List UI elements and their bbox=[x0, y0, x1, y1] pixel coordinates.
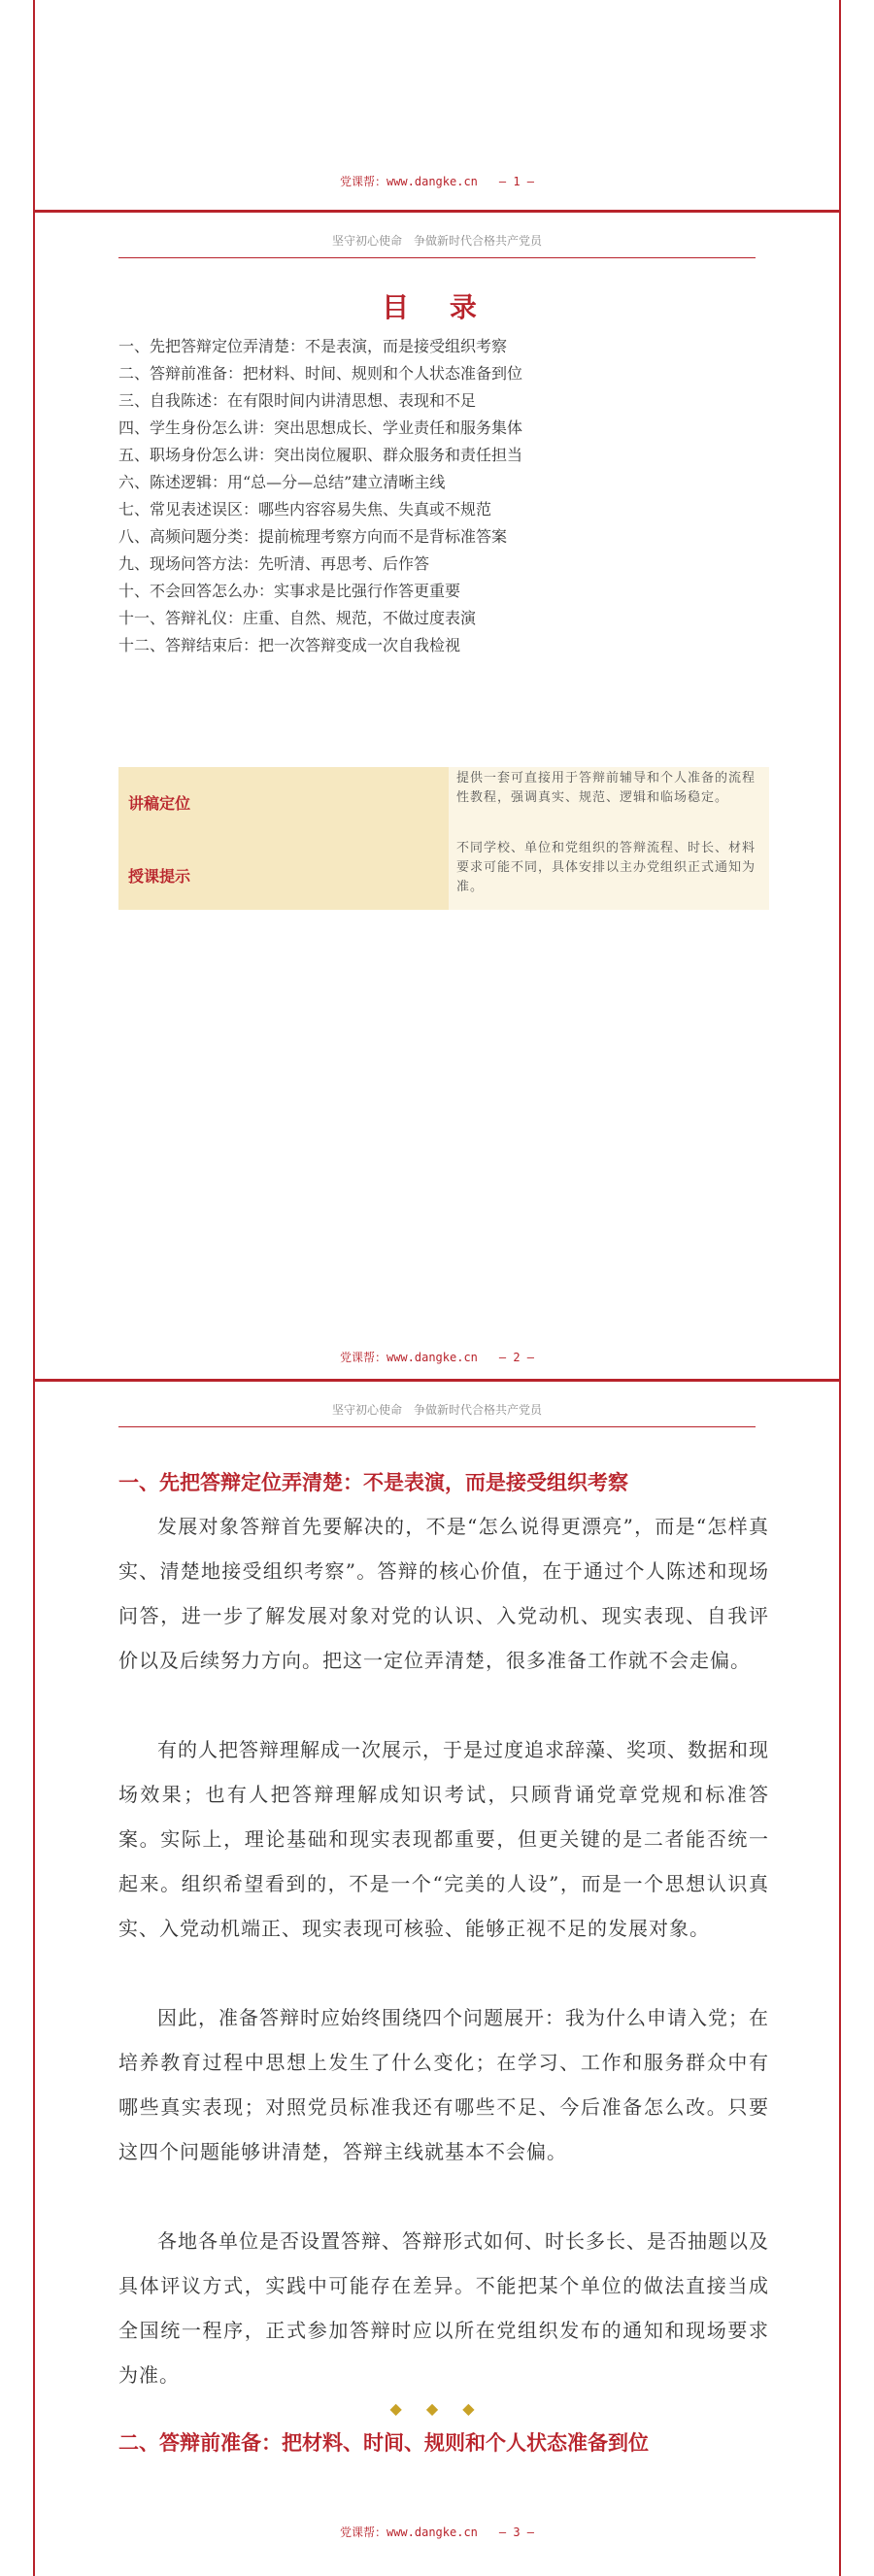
footer-site: 党课帮：www.dangke.cn bbox=[339, 1351, 478, 1364]
page-footer bbox=[35, 1349, 839, 1365]
text-lecture-position: 提供一套可直接用于答辩前辅导和个人准备的流程性教程，强调真实、规范、逻辑和临场稳定。 bbox=[456, 771, 756, 805]
footer-site: 党课帮：www.dangke.cn bbox=[339, 2526, 478, 2539]
toc-item[interactable]: 十二、答辩结束后：把一次答辩变成一次自我检视 bbox=[118, 636, 461, 654]
toc-item[interactable]: 七、常见表述误区：哪些内容容易失焦、失真或不规范 bbox=[118, 500, 492, 519]
toc-item[interactable]: 八、高频问题分类：提前梳理考察方向而不是背标准答案 bbox=[118, 527, 508, 546]
footer-page-number: — 1 — bbox=[498, 175, 535, 188]
lecture-info-box bbox=[118, 767, 769, 910]
body-paragraph: 因此，准备答辩时应始终围绕四个问题展开：我为什么申请入党；在培养教育过程中思想上发生了什么变化；在学习、工作和服务群众中有哪些真实表现；对照党员标准我还有哪些不足、今后准备怎么改。只要这四个问题能够讲清楚，答辩主线就基本不会偏。 bbox=[118, 2006, 769, 2163]
toc-item[interactable]: 十、不会回答怎么办：实事求是比强行作答更重要 bbox=[118, 582, 461, 600]
toc-item[interactable]: 六、陈述逻辑：用“总—分—总结”建立清晰主线 bbox=[118, 473, 446, 491]
toc-item[interactable]: 四、学生身份怎么讲：突出思想成长、学业责任和服务集体 bbox=[118, 418, 523, 437]
toc-title: 目 录 bbox=[382, 291, 492, 323]
page-1 bbox=[33, 0, 841, 212]
footer-page-number: — 2 — bbox=[498, 1351, 535, 1364]
page-2 bbox=[33, 213, 841, 1379]
header-rule bbox=[118, 257, 756, 258]
page-header: 坚守初心使命 争做新时代合格共产党员 bbox=[331, 1403, 542, 1417]
body-paragraph: 发展对象答辩首先要解决的，不是“怎么说得更漂亮”，而是“怎样真实、清楚地接受组织考察”。答辩的核心价值，在于通过个人陈述和现场问答，进一步了解发展对象对党的认识、入党动机、现实表现、自我评价以及后续努力方向。把这一定位弄清楚，很多准备工作就不会走偏。 bbox=[118, 1515, 769, 1672]
body-paragraph: 各地各单位是否设置答辩、答辩形式如何、时长多长、是否抽题以及具体评议方式，实践中可能存在差异。不能把某个单位的做法直接当成全国统一程序，正式参加答辩时应以所在党组织发布的通知和现场要求为准。 bbox=[118, 2229, 769, 2387]
toc-item[interactable]: 九、现场问答方法：先听清、再思考、后作答 bbox=[118, 554, 430, 573]
info-text-column bbox=[449, 767, 769, 910]
header-rule bbox=[118, 1426, 756, 1427]
body-paragraph: 有的人把答辩理解成一次展示，于是过度追求辞藻、奖项、数据和现场效果；也有人把答辩理解成知识考试，只顾背诵党章党规和标准答案。实际上，理论基础和现实表现都重要，但更关键的是二者能否统一起来。组织希望看到的，不是一个“完美的人设”，而是一个思想认识真实、入党动机端正、现实表现可核验、能够正视不足的发展对象。 bbox=[118, 1738, 769, 1940]
page-header: 坚守初心使命 争做新时代合格共产党员 bbox=[331, 234, 542, 248]
section-title: 二、答辩前准备：把材料、时间、规则和个人状态准备到位 bbox=[118, 2430, 649, 2455]
page-footer bbox=[35, 173, 839, 189]
section-divider: ◆ ◆ ◆ bbox=[389, 2399, 485, 2418]
info-labels-column bbox=[118, 767, 449, 910]
toc-item[interactable]: 五、职场身份怎么讲：突出岗位履职、群众服务和责任担当 bbox=[118, 446, 523, 464]
page-3 bbox=[33, 1382, 841, 2576]
label-lecture-position: 讲稿定位 bbox=[128, 794, 191, 813]
toc-item[interactable]: 三、自我陈述：在有限时间内讲清思想、表现和不足 bbox=[118, 391, 477, 410]
text-teaching-tips: 不同学校、单位和党组织的答辩流程、时长、材料要求可能不同，具体安排以主办党组织正式通知为准。 bbox=[456, 841, 756, 894]
toc-item[interactable]: 一、先把答辩定位弄清楚：不是表演，而是接受组织考察 bbox=[118, 337, 508, 355]
toc-item[interactable]: 十一、答辩礼仪：庄重、自然、规范，不做过度表演 bbox=[118, 609, 477, 627]
section-title: 一、先把答辩定位弄清楚：不是表演，而是接受组织考察 bbox=[118, 1470, 628, 1494]
toc-item[interactable]: 二、答辩前准备：把材料、时间、规则和个人状态准备到位 bbox=[118, 364, 523, 383]
footer-site: 党课帮：www.dangke.cn bbox=[339, 175, 478, 188]
footer-page-number: — 3 — bbox=[498, 2526, 535, 2539]
label-teaching-tips: 授课提示 bbox=[128, 867, 191, 886]
toc-list bbox=[118, 333, 759, 659]
page-footer bbox=[35, 2524, 839, 2540]
